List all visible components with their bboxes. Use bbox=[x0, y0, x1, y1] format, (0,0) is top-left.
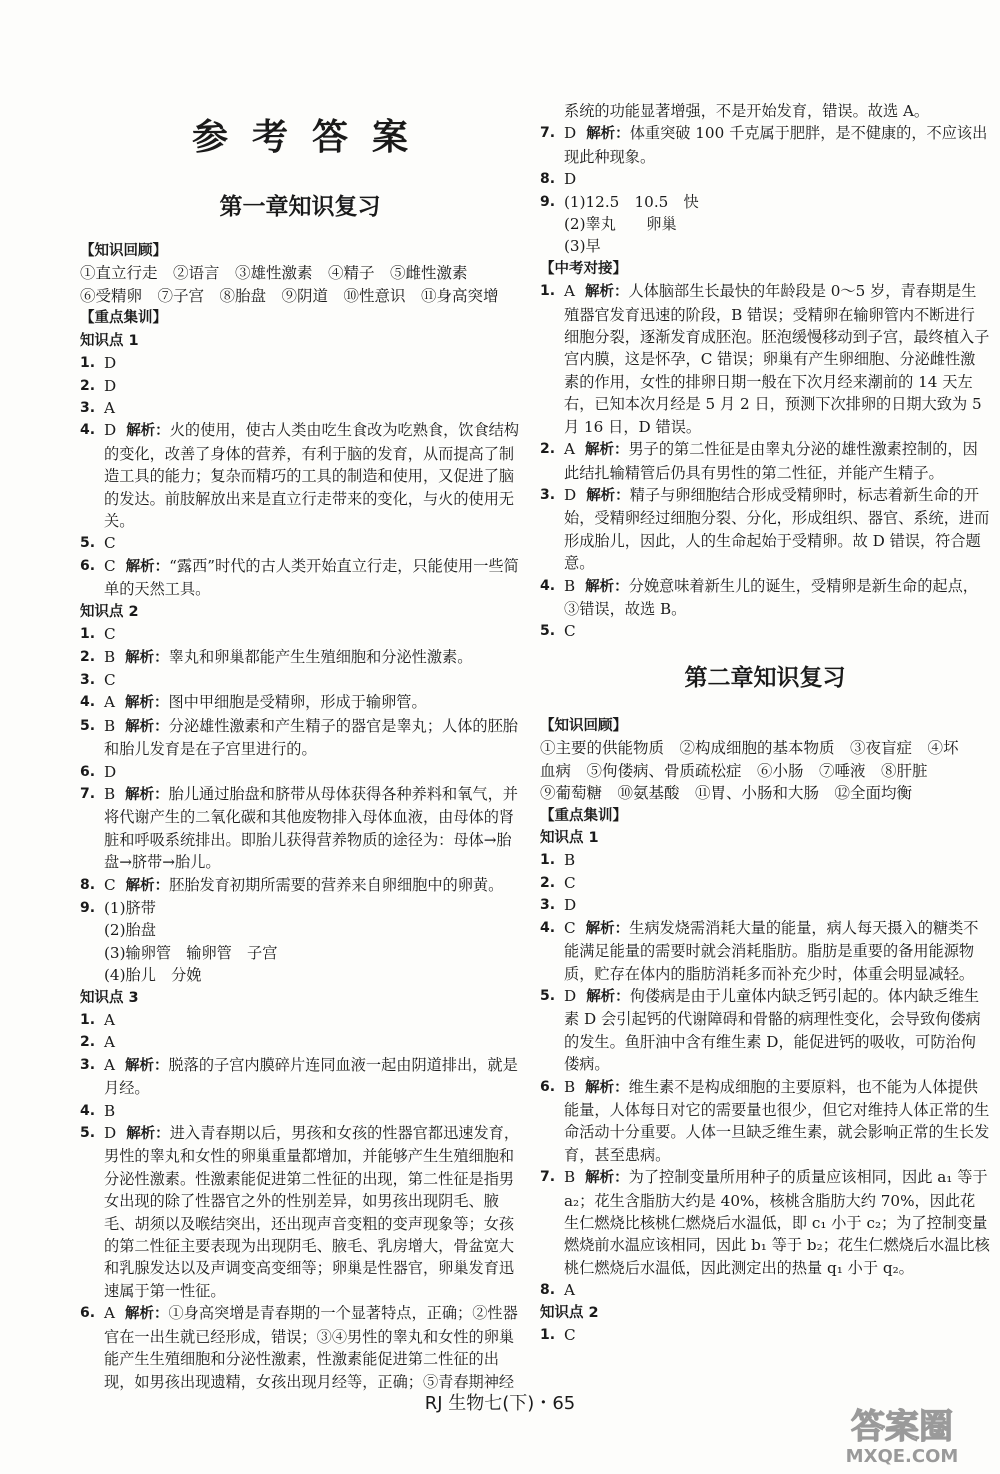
answer-number: 1. bbox=[80, 626, 96, 643]
answer-choice: C bbox=[564, 1326, 576, 1344]
answer-item bbox=[540, 438, 990, 484]
answer-item bbox=[540, 620, 990, 642]
analysis-text: 胎儿通过胎盘和脐带从母体获得各种养料和氧气，并将代谢产生的二氧化碳和其他废物排入母体血液，由母体的肾脏和呼吸系统排出。即胎儿获得营养物质的途径为：母体→胎盘→脐带→胎儿。 bbox=[104, 784, 518, 872]
answer-choice: B bbox=[104, 716, 116, 735]
sub-answer: (2)睾丸 卵巢 bbox=[564, 215, 677, 234]
answer-item bbox=[80, 783, 520, 874]
answer-choice: D bbox=[564, 124, 577, 143]
answer-number: 4. bbox=[540, 577, 556, 594]
answer-item bbox=[80, 761, 520, 783]
watermark-logo bbox=[812, 1398, 992, 1468]
ch2-recall-line: ①主要的供能物质 ②构成细胞的基本物质 ③夜盲症 ④坏 bbox=[540, 739, 959, 758]
analysis-text: 图中甲细胞是受精卵，形成于输卵管。 bbox=[168, 693, 427, 712]
analysis-text: 人体脑部生长最快的年龄段是 0～5 岁，青春期是生殖器官发育迅速的阶段，B 错误；受精卵在输卵管内不断进行细胞分裂，逐渐发育成胚泡。胚泡缓慢移动到子宫，最终植入子宫内膜，这是怀孕，C 错误；卵巢有产生卵细胞、分泌雌性激素的作用，女性的排卵日期一般在下次月经来潮前的 14 天左右，已知本次月经是 5 月 2 日，预测下次排卵的日期大致为 5 月 16 日，D 错误。 bbox=[564, 282, 990, 436]
answer-item bbox=[540, 1279, 990, 1301]
answer-number: 3. bbox=[540, 897, 556, 914]
answer-number: 6. bbox=[540, 1078, 556, 1095]
analysis-label: 解析： bbox=[126, 1126, 170, 1143]
analysis-text: “露西”时代的古人类开始直立行走，只能使用一些简单的天然工具。 bbox=[104, 556, 519, 599]
answer-choice: C bbox=[564, 873, 576, 892]
page-footer: RJ 生物七(下)・65 bbox=[424, 1393, 576, 1414]
answer-choice: C bbox=[104, 670, 116, 689]
answer-choice: (1)12.5 10.5 快 bbox=[564, 192, 699, 211]
answer-number: 5. bbox=[540, 987, 556, 1004]
answer-number: 4. bbox=[80, 694, 96, 711]
answer-item bbox=[540, 872, 990, 894]
answer-choice: B bbox=[564, 851, 576, 870]
answer-number: 1. bbox=[540, 1327, 556, 1343]
answer-choice: D bbox=[104, 421, 117, 440]
answer-number: 1. bbox=[540, 852, 556, 869]
analysis-label: 解析： bbox=[125, 558, 170, 575]
analysis-text: ①身高突增是青春期的一个显著特点，正确；②性器官在一出生就已经形成，错误；③④男性的睾丸和女性的卵巢能产生生殖细胞和分泌性激素，性激素能促进第二性征的出现，如男孩出现遗精，女孩出现月经等，正确；⑤青春期神经 bbox=[104, 1304, 518, 1391]
analysis-text: 分娩意味着新生儿的诞生，受精卵是新生命的起点，③错误，故选 B。 bbox=[564, 576, 978, 618]
answer-choice: D bbox=[564, 986, 577, 1005]
analysis-label: 解析： bbox=[585, 920, 630, 937]
ch2-recall-line: 血病 ⑤佝偻病、骨质疏松症 ⑥小肠 ⑦唾液 ⑧肝脏 bbox=[540, 761, 928, 780]
answer-item bbox=[540, 191, 990, 213]
answer-item bbox=[80, 1009, 520, 1031]
answer-number: 8. bbox=[540, 171, 556, 188]
answer-number: 4. bbox=[540, 919, 556, 936]
ch1-focus-heading: 【重点集训】 bbox=[80, 310, 167, 327]
sub-answer: (3)早 bbox=[564, 237, 601, 256]
answer-choice: D bbox=[104, 1124, 117, 1143]
answer-choice: A bbox=[104, 1055, 115, 1074]
answer-number: 3. bbox=[80, 671, 96, 688]
answer-number: 1. bbox=[80, 1012, 96, 1028]
answer-item bbox=[80, 669, 520, 691]
answer-number: 9. bbox=[80, 899, 96, 916]
answer-item bbox=[80, 897, 520, 919]
ch1-kp2-list bbox=[80, 623, 520, 987]
analysis-label: 解析： bbox=[586, 487, 630, 504]
answer-number: 5. bbox=[80, 535, 96, 552]
answer-number: 5. bbox=[80, 1125, 96, 1142]
ch1-recall-heading: 【知识回顾】 bbox=[80, 243, 167, 259]
analysis-text: 睾丸和卵巢都能产生生殖细胞和分泌性激素。 bbox=[168, 647, 473, 666]
answer-item bbox=[80, 691, 520, 714]
analysis-text: 佝偻病是由于儿童体内缺乏钙引起的。体内缺乏维生素 D 会引起钙的代谢障碍和骨骼的病理性变化，会导致佝偻病的发生。鱼肝油中含有维生素 D，能促进钙的吸收，可防治佝偻病。 bbox=[564, 986, 981, 1074]
answer-number: 7. bbox=[540, 125, 556, 142]
answer-choice: A bbox=[104, 1011, 115, 1029]
answer-item bbox=[540, 280, 990, 438]
answer-item bbox=[80, 1122, 520, 1302]
sub-answer: (4)胎儿 分娩 bbox=[104, 966, 202, 985]
answer-number: 9. bbox=[540, 193, 556, 210]
answer-number: 6. bbox=[80, 557, 96, 574]
analysis-text: 生病发烧需消耗大量的能量，病人每天摄入的糖类不能满足能量的需要时就会消耗脂肪。脂肪是重要的备用能源物质，贮存在体内的脂肪消耗多而补充少时，体重会明显减轻。 bbox=[564, 918, 979, 983]
answer-item bbox=[80, 532, 520, 554]
answer-choice: B bbox=[564, 1168, 576, 1187]
answer-choice: A bbox=[104, 1304, 115, 1323]
answer-number: 2. bbox=[80, 377, 96, 394]
answer-number: 2. bbox=[80, 648, 96, 665]
page-title: 参考答案 bbox=[191, 117, 432, 158]
zhongkao-list bbox=[540, 280, 990, 643]
analysis-text: 胚胎发育初期所需要的营养来自卵细胞中的卵黄。 bbox=[169, 875, 504, 894]
answer-number: 3. bbox=[80, 1056, 96, 1073]
answer-item bbox=[80, 715, 520, 761]
analysis-label: 解析： bbox=[124, 1057, 169, 1074]
answer-number: 7. bbox=[80, 785, 96, 802]
ch2-recall-heading: 【知识回顾】 bbox=[540, 717, 627, 734]
answer-choice: B bbox=[564, 576, 576, 595]
answer-choice: C bbox=[104, 625, 116, 644]
answer-item bbox=[540, 849, 990, 871]
answer-choice: D bbox=[104, 376, 117, 395]
ch2-kp1-list bbox=[540, 849, 990, 1301]
answer-choice: B bbox=[564, 1077, 576, 1096]
analysis-text: 维生素不是构成细胞的主要原料，也不能为人体提供能量，人体每日对它的需要量也很少，但它对维持人体正常的生命活动十分重要。人体一旦缺乏维生素，就会影响正常的生长发育，甚至患病。 bbox=[564, 1077, 990, 1164]
answer-choice: C bbox=[104, 875, 116, 894]
analysis-label: 解析： bbox=[585, 1079, 629, 1096]
answer-item bbox=[540, 168, 990, 190]
answer-item bbox=[540, 122, 990, 168]
watermark-text: 答案圈 bbox=[851, 1407, 953, 1447]
sub-answer: (2)胎盘 bbox=[104, 921, 156, 940]
answer-choice: D bbox=[104, 762, 117, 781]
watermark-url: MXQE.COM bbox=[845, 1446, 959, 1467]
analysis-text: 体重突破 100 千克属于肥胖，是不健康的，不应该出现此种现象。 bbox=[564, 124, 988, 166]
answer-item bbox=[540, 484, 990, 575]
analysis-label: 解析： bbox=[585, 1170, 629, 1187]
answer-choice: (1)脐带 bbox=[104, 898, 156, 917]
answer-item bbox=[80, 646, 520, 669]
answer-choice: D bbox=[564, 485, 577, 504]
ch1-recall-line: ⑥受精卵 ⑦子宫 ⑧胎盘 ⑨阴道 ⑩性意识 ⑪身高突增 bbox=[80, 286, 499, 305]
right-column bbox=[540, 100, 990, 1346]
analysis-label: 解析： bbox=[584, 284, 629, 301]
answer-choice: A bbox=[564, 282, 575, 301]
ch1-kp3-list bbox=[80, 1009, 520, 1393]
analysis-text: 男子的第二性征是由睾丸分泌的雄性激素控制的，因此结扎输精管后仍具有男性的第二性征，并能产生精子。 bbox=[564, 440, 978, 482]
answer-item bbox=[80, 1302, 520, 1393]
answer-item bbox=[80, 397, 520, 419]
ch1-kp1-title: 知识点 1 bbox=[80, 332, 139, 349]
ch2-kp2-title: 知识点 2 bbox=[540, 1304, 599, 1321]
answer-item bbox=[540, 985, 990, 1076]
answer-item bbox=[540, 1076, 990, 1167]
analysis-text: 分泌雄性激素和产生精子的器官是睾丸；人体的胚胎和胎儿发育是在子宫里进行的。 bbox=[104, 716, 518, 759]
answer-choice: C bbox=[564, 622, 576, 641]
ch2-recall-line: ⑨葡萄糖 ⑩氨基酸 ⑪胃、小肠和大肠 ⑫全面均衡 bbox=[540, 784, 913, 803]
answer-item bbox=[80, 419, 520, 532]
answer-number: 4. bbox=[80, 1102, 96, 1119]
answer-choice: A bbox=[104, 693, 115, 712]
sub-answer: (3)输卵管 输卵管 子宫 bbox=[104, 943, 278, 962]
analysis-text: 精子与卵细胞结合形成受精卵时，标志着新生命的开始，受精卵经过细胞分裂、分化，形成组织、器官、系统，进而形成胎儿，因此，人的生命起始于受精卵。故 D 错误，符合题意。 bbox=[564, 485, 990, 573]
answer-number: 2. bbox=[80, 1034, 96, 1051]
chapter1-title: 第一章知识复习 bbox=[219, 194, 381, 220]
answer-choice: D bbox=[104, 354, 117, 373]
answer-choice: B bbox=[104, 784, 116, 803]
answer-item bbox=[540, 917, 990, 985]
zhongkao-heading: 【中考对接】 bbox=[540, 260, 627, 277]
answer-choice: A bbox=[564, 440, 575, 459]
analysis-label: 解析： bbox=[125, 877, 170, 894]
analysis-label: 解析： bbox=[125, 786, 169, 803]
answer-number: 8. bbox=[540, 1282, 556, 1299]
answer-choice: C bbox=[104, 556, 116, 575]
answer-number: 4. bbox=[80, 422, 96, 439]
ch1-recall-line: ①直立行走 ②语言 ③雄性激素 ④精子 ⑤雌性激素 bbox=[80, 264, 468, 283]
answer-item bbox=[80, 1100, 520, 1122]
answer-choice: A bbox=[104, 1033, 115, 1052]
ch2-kp2-list bbox=[540, 1324, 990, 1346]
answer-choice: D bbox=[564, 896, 577, 915]
ch2-kp1-title: 知识点 1 bbox=[540, 830, 599, 847]
analysis-label: 解析： bbox=[585, 578, 629, 595]
answer-number: 2. bbox=[540, 874, 556, 891]
answer-number: 3. bbox=[540, 486, 556, 503]
answer-item bbox=[80, 352, 520, 374]
ch1-kp3-cont-list bbox=[540, 122, 990, 257]
analysis-label: 解析： bbox=[125, 649, 169, 666]
answer-number: 5. bbox=[80, 717, 96, 734]
answer-number: 1. bbox=[540, 283, 556, 300]
chapter2-title: 第二章知识复习 bbox=[684, 664, 846, 691]
answer-number: 6. bbox=[80, 1305, 96, 1322]
analysis-label: 解析： bbox=[124, 1306, 169, 1323]
analysis-label: 解析： bbox=[586, 126, 630, 143]
analysis-label: 解析： bbox=[126, 423, 170, 440]
analysis-text: 进入青春期以后，男孩和女孩的性器官都迅速发育，男性的睾丸和女性的卵巢重量都增加，并能够产生生殖细胞和分泌性激素。性激素能促进第二性征的出现，第二性征是指男女出现的除了性器官之外的性别差异，如男孩出现阴毛、腋毛、胡须以及喉结突出，还出现声音变粗的变声现象等；女孩的第二性征主要表现为出现阴毛、腋毛、乳房增大，骨盆宽大和乳腺发达以及声调变高变细等；卵巢是性器官，卵巢发育迅速属于第一性征。 bbox=[104, 1124, 519, 1300]
answer-number: 7. bbox=[540, 1169, 556, 1186]
answer-number: 2. bbox=[540, 441, 556, 458]
answer-choice: C bbox=[104, 534, 116, 553]
answer-item bbox=[540, 575, 990, 621]
answer-choice: A bbox=[104, 399, 115, 418]
left-column bbox=[80, 96, 520, 1393]
answer-item bbox=[80, 623, 520, 645]
answer-number: 3. bbox=[80, 400, 96, 417]
ch2-focus-heading: 【重点集训】 bbox=[540, 807, 627, 824]
answer-item bbox=[80, 375, 520, 397]
continued-text: 系统的功能显著增强，不是开始发育，错误。故选 A。 bbox=[564, 102, 930, 120]
answer-number: 1. bbox=[80, 355, 96, 372]
analysis-text: 脱落的子宫内膜碎片连同血液一起由阴道排出，就是月经。 bbox=[104, 1055, 518, 1098]
answer-item bbox=[80, 555, 520, 601]
ch1-kp1-list bbox=[80, 352, 520, 600]
ch1-kp3-title: 知识点 3 bbox=[80, 989, 139, 1006]
analysis-label: 解析： bbox=[125, 718, 169, 735]
analysis-label: 解析： bbox=[584, 442, 629, 459]
ch1-kp2-title: 知识点 2 bbox=[80, 603, 139, 620]
answer-item bbox=[80, 1031, 520, 1053]
answer-item bbox=[80, 874, 520, 897]
answer-item bbox=[540, 1166, 990, 1279]
answer-item bbox=[540, 1324, 990, 1346]
answer-item bbox=[540, 894, 990, 916]
answer-choice: B bbox=[104, 647, 116, 666]
answer-choice: B bbox=[104, 1101, 116, 1120]
answer-number: 6. bbox=[80, 763, 96, 780]
analysis-text: 火的使用，使古人类由吃生食改为吃熟食，饮食结构的变化，改善了身体的营养，有利于脑的发育，从而提高了制造工具的能力；复杂而精巧的工具的制造和使用，又促进了脑的发达。前肢解放出来是直立行走带来的变化，与火的使用无关。 bbox=[104, 421, 519, 531]
analysis-text: 为了控制变量所用种子的质量应该相同，因此 a₁ 等于 a₂；花生含脂肪大约是 40%，核桃含脂肪大约 70%，因此花生仁燃烧比核桃仁燃烧后水温低，即 c₁ 小于 c₂；为了控制变量燃烧前水温应该相同，因此 b₁ 等于 b₂；花生仁燃烧后水温比核桃仁燃烧后水温低，因此测定出的热量 q₁ 小于 q₂。 bbox=[564, 1168, 990, 1277]
analysis-label: 解析： bbox=[124, 695, 169, 712]
answer-choice: D bbox=[564, 170, 577, 189]
answer-choice: A bbox=[564, 1281, 575, 1300]
answer-number: 5. bbox=[540, 623, 556, 640]
answer-item bbox=[80, 1054, 520, 1100]
answer-choice: C bbox=[564, 918, 576, 937]
answer-number: 8. bbox=[80, 876, 96, 893]
analysis-label: 解析： bbox=[586, 988, 630, 1005]
